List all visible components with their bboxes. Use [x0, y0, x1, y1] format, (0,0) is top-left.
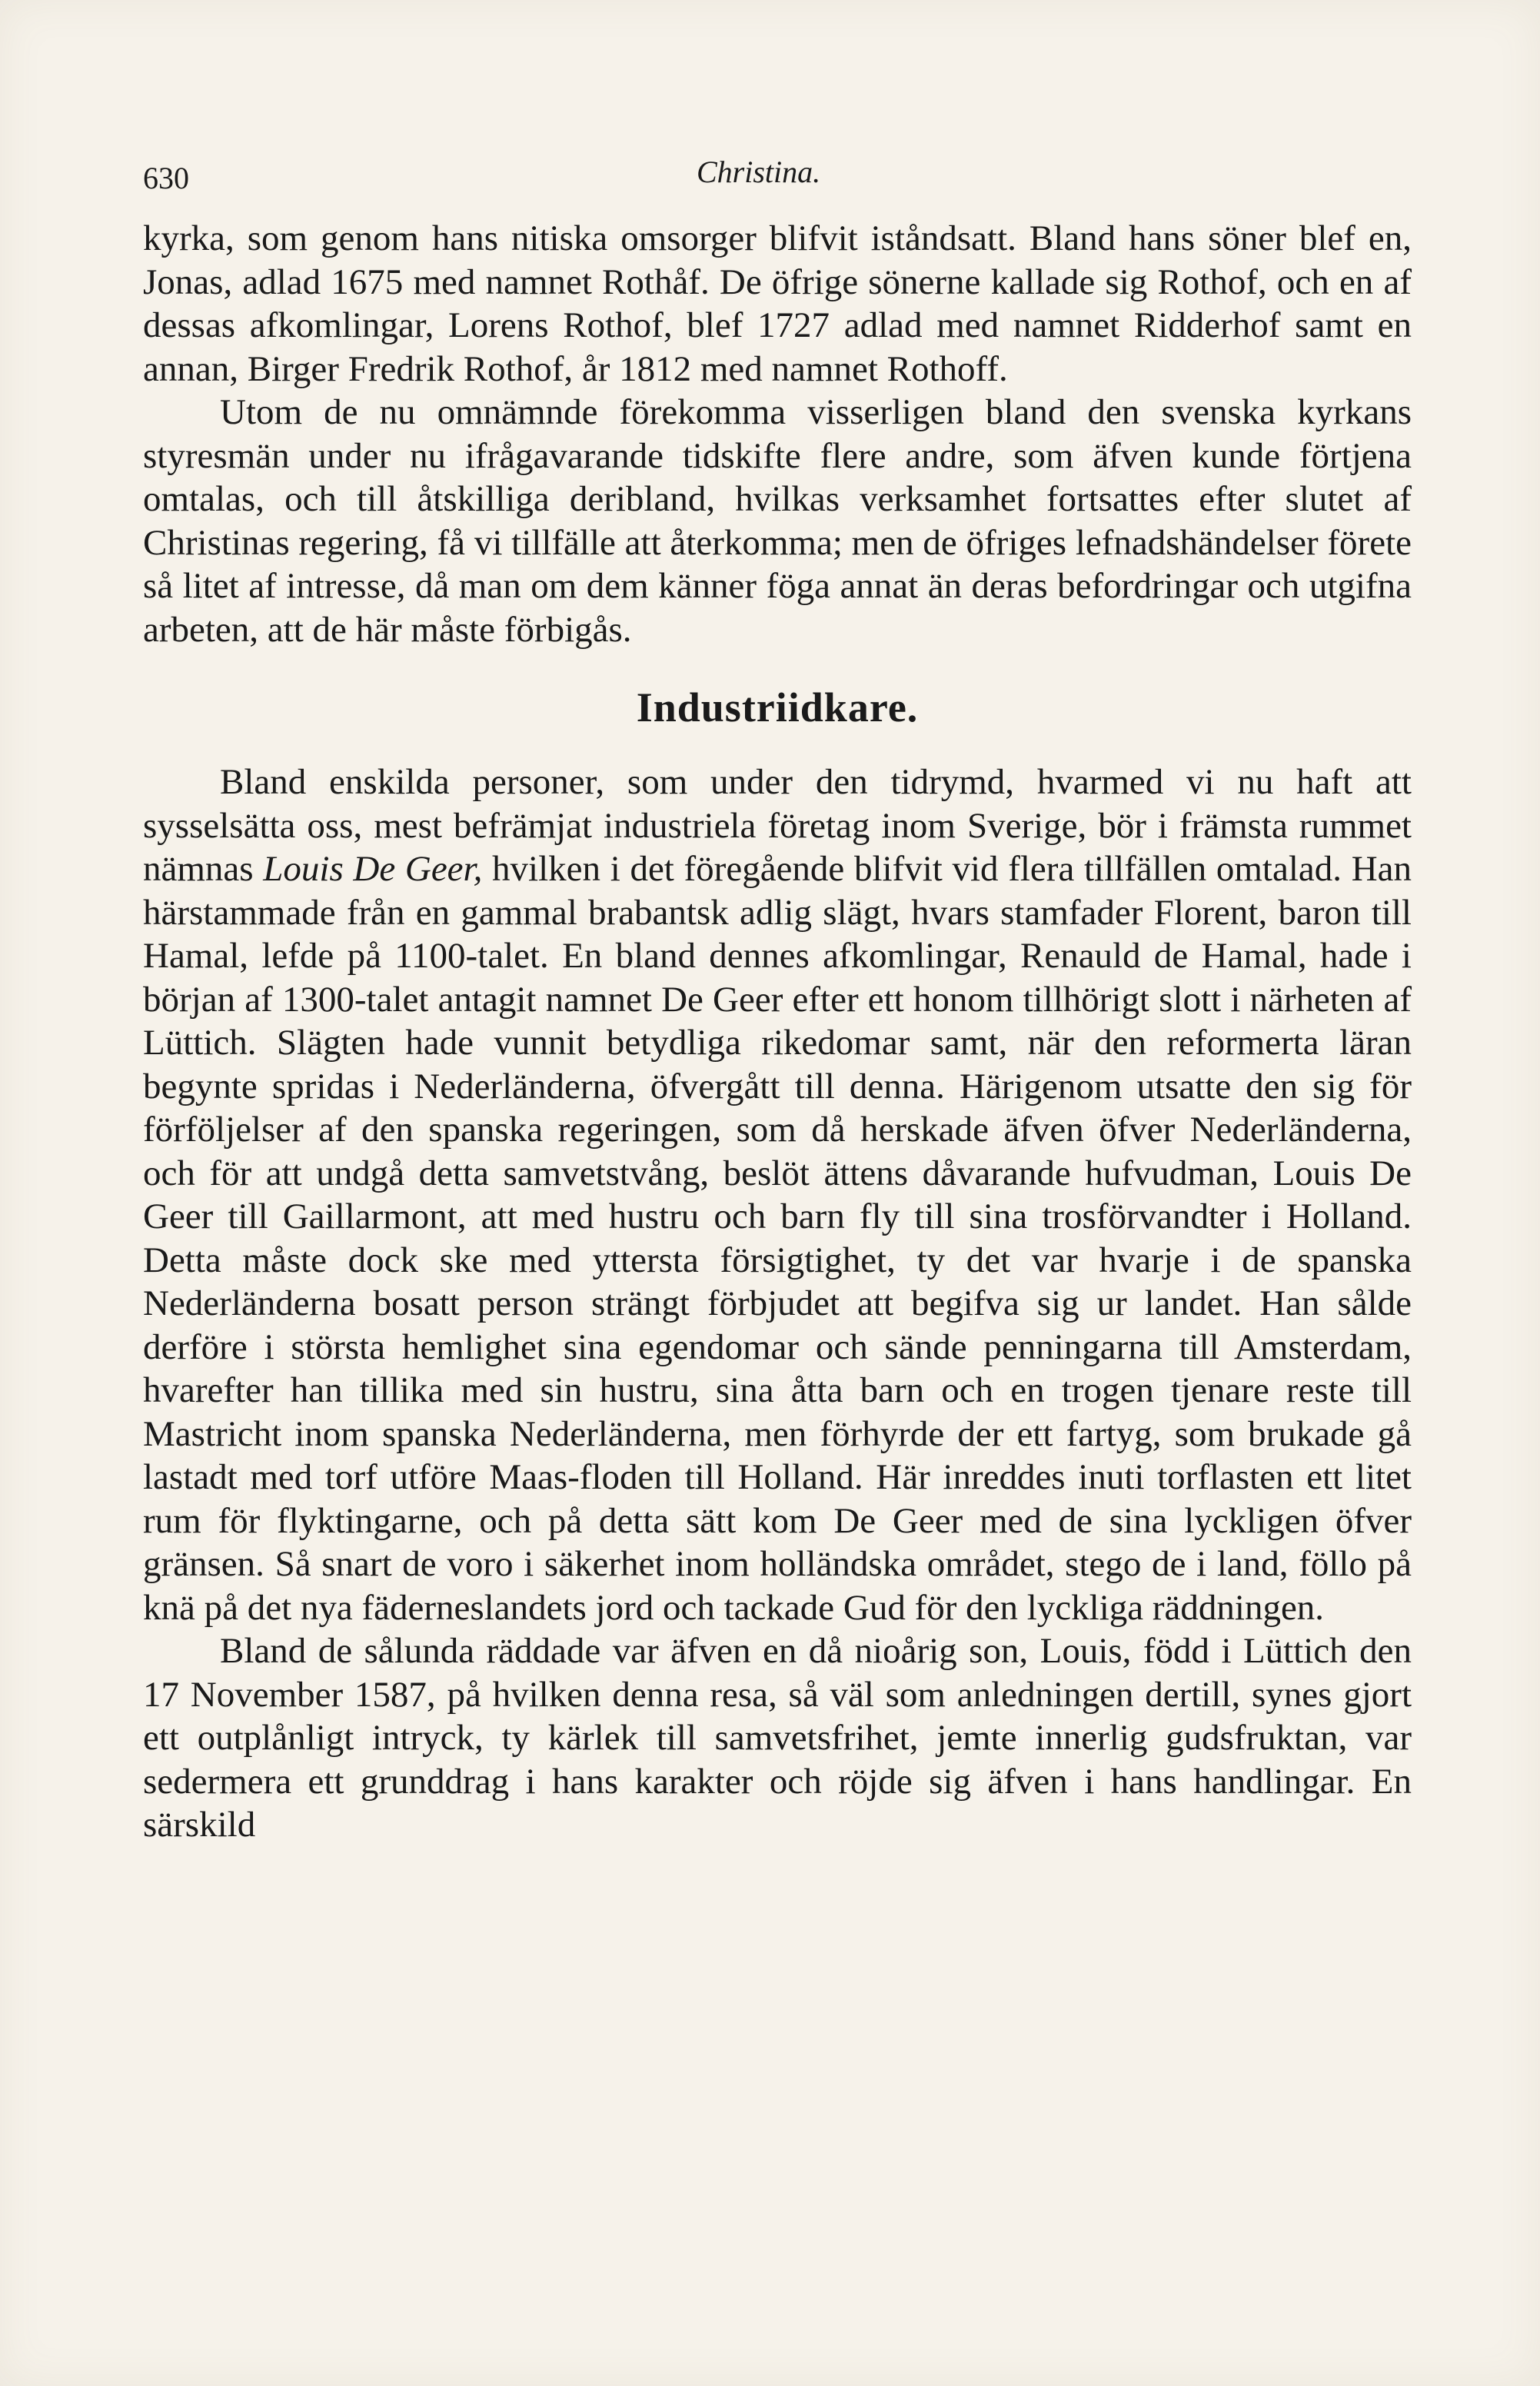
paragraph-text-before: Bland enskilda personer, som under den tidrymd, hvarmed vi nu haft att sysselsätta oss, mest befrämjat industriela företag inom Sverige, bör i främsta rummet nämnas — [143, 762, 1412, 889]
body-text — [143, 217, 1412, 1847]
running-title: Christina. — [697, 155, 821, 189]
paragraph-son-louis: Bland de sålunda räddade var äfven en då nioårig son, Louis, född i Lüttich den 17 November 1587, på hvilken denna resa, så väl som anledningen dertill, synes gjort ett outplånligt intryck, ty kärlek till samvetsfrihet, jemte innerlig gudsfruktan, var sedermera ett grunddrag i hans karakter och röjde sig äfven i hans handlingar. En särskild — [143, 1631, 1412, 1845]
person-name-louis-de-geer: Louis De Geer, — [263, 849, 483, 889]
paragraph-continuation: kyrka, som genom hans nitiska omsorger blifvit iståndsatt. Bland hans söner blef en, Jonas, adlad 1675 med namnet Rothåf. De öfrige sönerne kallade sig Rothof, och en af dessas afkomlingar, Lorens Rothof, blef 1727 adlad med namnet Ridderhof samt en annan, Birger Fredrik Rothof, år 1812 med namnet Rothoff. — [143, 218, 1412, 389]
page-number: 630 — [143, 161, 189, 195]
page-header — [143, 154, 1412, 215]
paragraph-text-after: hvilken i det föregående blifvit vid flera tillfällen omtalad. Han härstammade från en gammal brabantsk adlig slägt, hvars stamfader Florent, baron till Hamal, lefde på 1100-talet. En bland dennes afkomlingar, Renauld de Hamal, hade i början af 1300-talet antagit namnet De Geer efter ett honom tillhörigt slott i närheten af Lüttich. Slägten hade vunnit betydliga rikedomar samt, när den reformerta läran begynte spridas i Nederländerna, öfvergått till denna. Härigenom utsatte den sig för förföljelser af den spanska regeringen, som då herskade äfven öfver Nederländerna, och för att undgå detta samvetstvång, beslöt ättens dåvarande hufvudman, Louis De Geer till Gaillarmont, att med hustru och barn fly till sina trosförvandter i Holland. Detta måste dock ske med yttersta försigtighet, ty det var hvarje i de spanska Nederländerna bosatt person strängt förbjudet att begifva sig ur landet. Han sålde derföre i största hemlighet sina egendomar och sände penningarna till Amsterdam, hvarefter han tillika med sin hustru, sina åtta barn och en trogen tjenare reste till Mastricht inom spanska Nederländerna, men förhyrde der ett fartyg, som brukade gå lastadt med torf utföre Maas-floden till Holland. Här inreddes inuti torflasten ett litet rum för flyktingarne, och på detta sätt kom De Geer med de sina lyckligen öfver gränsen. Så snart de voro i säkerhet inom holländska området, stego de i land, föllo på knä på det nya fäderneslandets jord och tackade Gud för den lyckliga räddningen. — [143, 849, 1412, 1628]
section-heading: Industriidkare. — [636, 684, 919, 730]
paragraph-church-leaders: Utom de nu omnämnde förekomma visserligen bland den svenska kyrkans styresmän under nu ifrågavarande tidskifte flere andre, som äfven kunde förtjena omtalas, och till åtskilliga deribland, hvilkas verksamhet fortsattes efter slutet af Christinas regering, få vi tillfälle att återkomma; men de öfriges lefnadshändelser förete så litet af intresse, då man om dem känner föga annat än deras befordringar och utgifna arbeten, att de här måste förbigås. — [143, 392, 1412, 650]
paragraph-louis-de-geer — [143, 760, 1412, 1629]
